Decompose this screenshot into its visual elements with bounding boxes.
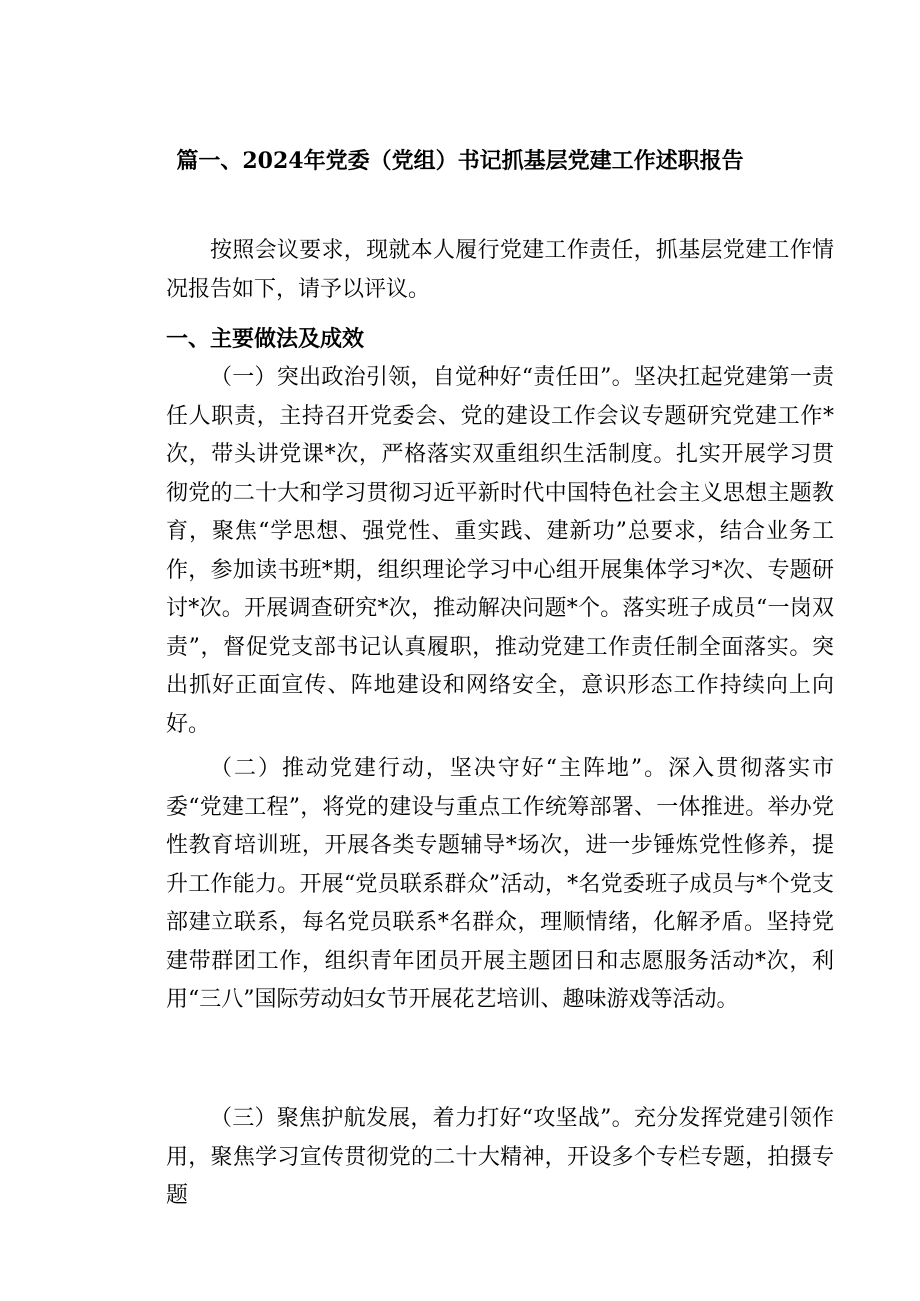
document-title: 篇一、2024年党委（党组）书记抓基层党建工作述职报告	[176, 148, 744, 174]
item3-block	[166, 1100, 834, 1216]
paragraph-item-2: （二）推动党建行动，坚决守好“主阵地”。深入贯彻落实市委“党建工程”，将党的建设与重点工作统筹部署、一体推进。举办党性教育培训班，开展各类专题辅导*场次，进一步锤炼党性修养，提升工作能力。开展“党员联系群众”活动，*名党委班子成员与*个党支部建立联系，每名党员联系*名群众，理顺情绪，化解矛盾。坚持党建带群团工作，组织青年团员开展主题团日和志愿服务活动*次，利用“三八”国际劳动妇女节开展花艺培训、趣味游戏等活动。	[166, 756, 834, 1012]
section-heading: 一、主要做法及成效	[166, 326, 365, 352]
item1-block	[166, 359, 834, 744]
paragraph-item-1: （一）突出政治引领，自觉种好“责任田”。坚决扛起党建第一责任人职责，主持召开党委会、党的建设工作会议专题研究党建工作*次，带头讲党课*次，严格落实双重组织生活制度。扎实开展学习贯彻党的二十大和学习贯彻习近平新时代中国特色社会主义思想主题教育，聚焦“学思想、强党性、重实践、建新功”总要求，结合业务工作，参加读书班*期，组织理论学习中心组开展集体学习*次、专题研讨*次。开展调查研究*次，推动解决问题*个。落实班子成员“一岗双责”，督促党支部书记认真履职，推动党建工作责任制全面落实。突出抓好正面宣传、阵地建设和网络安全，意识形态工作持续向上向好。	[166, 365, 834, 737]
paragraph-item-3: （三）聚焦护航发展，着力打好“攻坚战”。充分发挥党建引领作用，聚焦学习宣传贯彻党的二十大精神，开设多个专栏专题，拍摄专题	[166, 1106, 834, 1208]
item2-block	[166, 750, 834, 1020]
intro-paragraph: 按照会议要求，现就本人履行党建工作责任，抓基层党建工作情况报告如下，请予以评议。	[166, 238, 834, 302]
section-heading-block	[166, 320, 834, 359]
intro-block	[166, 232, 834, 309]
